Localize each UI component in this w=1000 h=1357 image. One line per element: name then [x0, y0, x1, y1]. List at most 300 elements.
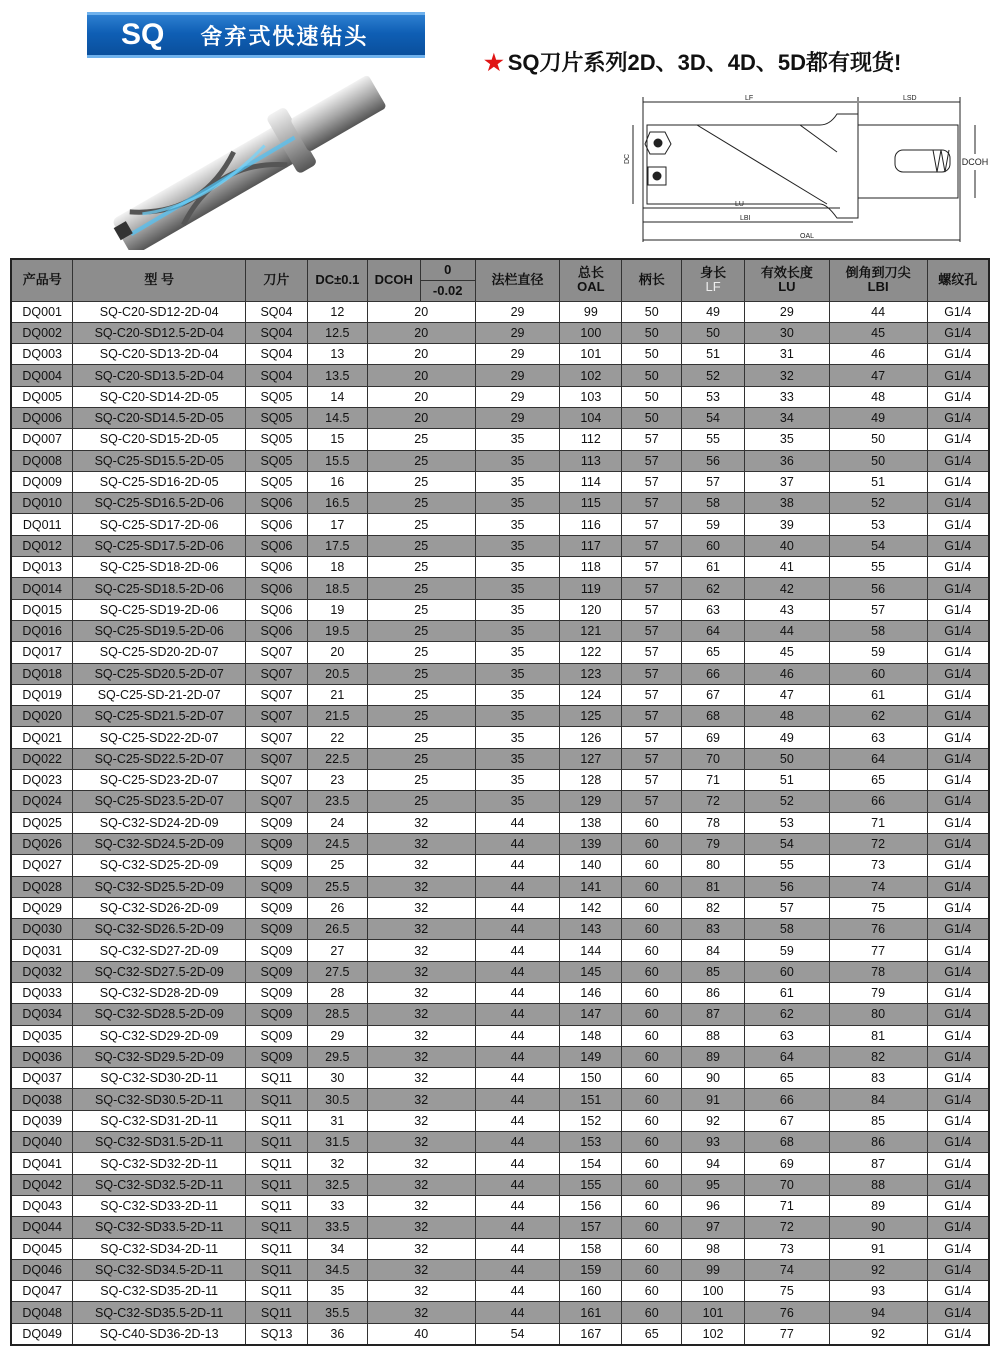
cell-lbi: 50 — [829, 450, 927, 471]
cell-oal: 139 — [560, 833, 622, 854]
cell-oal: 146 — [560, 983, 622, 1004]
cell-id: DQ001 — [11, 301, 73, 322]
cell-lf: 95 — [682, 1174, 745, 1195]
cell-dcoh: 32 — [367, 855, 475, 876]
cell-model: SQ-C25-SD23.5-2D-07 — [73, 791, 246, 812]
cell-model: SQ-C25-SD22.5-2D-07 — [73, 748, 246, 769]
cell-blade: SQ13 — [245, 1323, 307, 1344]
cell-blade: SQ11 — [245, 1302, 307, 1323]
cell-thread: G1/4 — [927, 1068, 989, 1089]
cell-lbi: 75 — [829, 897, 927, 918]
cell-lu: 51 — [745, 770, 830, 791]
cell-oal: 141 — [560, 876, 622, 897]
cell-id: DQ022 — [11, 748, 73, 769]
cell-shank: 57 — [622, 535, 682, 556]
cell-dcoh: 25 — [367, 727, 475, 748]
cell-lu: 69 — [745, 1153, 830, 1174]
label-lsd: LSD — [903, 95, 917, 102]
cell-dcoh: 20 — [367, 301, 475, 322]
cell-oal: 159 — [560, 1259, 622, 1280]
cell-oal: 125 — [560, 706, 622, 727]
cell-blade: SQ06 — [245, 535, 307, 556]
cell-shank: 50 — [622, 344, 682, 365]
label-dc: DC — [624, 153, 631, 164]
table-row — [11, 940, 989, 961]
cell-flange: 35 — [475, 642, 560, 663]
cell-dcoh: 40 — [367, 1323, 475, 1344]
cell-thread: G1/4 — [927, 983, 989, 1004]
cell-blade: SQ07 — [245, 770, 307, 791]
cell-dcoh: 25 — [367, 471, 475, 492]
cell-oal: 157 — [560, 1217, 622, 1238]
table-row — [11, 407, 989, 428]
cell-oal: 148 — [560, 1025, 622, 1046]
cell-dcoh: 32 — [367, 833, 475, 854]
cell-oal: 149 — [560, 1046, 622, 1067]
cell-blade: SQ04 — [245, 344, 307, 365]
cell-flange: 44 — [475, 1217, 560, 1238]
cell-dcoh: 20 — [367, 407, 475, 428]
cell-blade: SQ05 — [245, 429, 307, 450]
table-row — [11, 1281, 989, 1302]
table-row — [11, 855, 989, 876]
cell-model: SQ-C32-SD29.5-2D-09 — [73, 1046, 246, 1067]
cell-dc: 29 — [307, 1025, 367, 1046]
cell-lbi: 79 — [829, 983, 927, 1004]
cell-dcoh: 32 — [367, 1132, 475, 1153]
cell-blade: SQ06 — [245, 557, 307, 578]
cell-shank: 60 — [622, 855, 682, 876]
cell-blade: SQ09 — [245, 876, 307, 897]
cell-lbi: 49 — [829, 407, 927, 428]
cell-dc: 29.5 — [307, 1046, 367, 1067]
cell-model: SQ-C32-SD25.5-2D-09 — [73, 876, 246, 897]
cell-lu: 45 — [745, 642, 830, 663]
cell-dc: 21 — [307, 684, 367, 705]
cell-blade: SQ07 — [245, 706, 307, 727]
cell-id: DQ029 — [11, 897, 73, 918]
cell-flange: 44 — [475, 961, 560, 982]
cell-shank: 57 — [622, 514, 682, 535]
cell-lf: 53 — [682, 386, 745, 407]
header-oal-sub: OAL — [577, 279, 605, 295]
cell-id: DQ034 — [11, 1004, 73, 1025]
cell-model: SQ-C32-SD26-2D-09 — [73, 897, 246, 918]
header-lbi-sub: LBI — [867, 279, 889, 295]
cell-blade: SQ06 — [245, 620, 307, 641]
cell-oal: 140 — [560, 855, 622, 876]
cell-shank: 50 — [622, 386, 682, 407]
cell-id: DQ017 — [11, 642, 73, 663]
table-row — [11, 812, 989, 833]
cell-flange: 44 — [475, 1132, 560, 1153]
cell-thread: G1/4 — [927, 1259, 989, 1280]
cell-lf: 99 — [682, 1259, 745, 1280]
cell-shank: 65 — [622, 1323, 682, 1344]
cell-dc: 17 — [307, 514, 367, 535]
header-tol-lower: -0.02 — [420, 280, 475, 301]
cell-thread: G1/4 — [927, 493, 989, 514]
cell-lf: 65 — [682, 642, 745, 663]
cell-lbi: 77 — [829, 940, 927, 961]
cell-dcoh: 32 — [367, 876, 475, 897]
cell-lf: 79 — [682, 833, 745, 854]
cell-lbi: 56 — [829, 578, 927, 599]
cell-dc: 33 — [307, 1195, 367, 1216]
cell-dc: 26.5 — [307, 919, 367, 940]
cell-blade: SQ05 — [245, 386, 307, 407]
cell-blade: SQ06 — [245, 599, 307, 620]
cell-blade: SQ11 — [245, 1089, 307, 1110]
cell-dc: 28.5 — [307, 1004, 367, 1025]
table-row — [11, 1302, 989, 1323]
cell-lbi: 92 — [829, 1323, 927, 1344]
cell-dc: 35.5 — [307, 1302, 367, 1323]
table-row — [11, 791, 989, 812]
table-row — [11, 706, 989, 727]
cell-shank: 60 — [622, 812, 682, 833]
cell-dcoh: 20 — [367, 322, 475, 343]
header-lu-sub: LU — [778, 279, 796, 295]
cell-dcoh: 32 — [367, 1068, 475, 1089]
cell-lbi: 53 — [829, 514, 927, 535]
cell-lu: 63 — [745, 1025, 830, 1046]
stock-note-text: SQ刀片系列2D、3D、4D、5D都有现货! — [507, 50, 902, 75]
cell-model: SQ-C40-SD36-2D-13 — [73, 1323, 246, 1344]
cell-lf: 100 — [682, 1281, 745, 1302]
cell-thread: G1/4 — [927, 1089, 989, 1110]
cell-blade: SQ04 — [245, 322, 307, 343]
cell-shank: 60 — [622, 1089, 682, 1110]
cell-model: SQ-C32-SD35-2D-11 — [73, 1281, 246, 1302]
banner-code: SQ — [121, 18, 165, 51]
cell-id: DQ036 — [11, 1046, 73, 1067]
cell-model: SQ-C20-SD12-2D-04 — [73, 301, 246, 322]
cell-dcoh: 32 — [367, 1281, 475, 1302]
table-row — [11, 450, 989, 471]
cell-blade: SQ07 — [245, 748, 307, 769]
table-row — [11, 620, 989, 641]
cell-model: SQ-C25-SD16-2D-05 — [73, 471, 246, 492]
cell-lbi: 44 — [829, 301, 927, 322]
cell-thread: G1/4 — [927, 1046, 989, 1067]
header-id: 产品号 — [11, 259, 73, 301]
cell-model: SQ-C32-SD24.5-2D-09 — [73, 833, 246, 854]
cell-lf: 64 — [682, 620, 745, 641]
cell-lbi: 90 — [829, 1217, 927, 1238]
cell-id: DQ032 — [11, 961, 73, 982]
cell-id: DQ044 — [11, 1217, 73, 1238]
cell-lu: 62 — [745, 1004, 830, 1025]
cell-id: DQ021 — [11, 727, 73, 748]
dimension-diagram — [615, 92, 1000, 247]
cell-flange: 35 — [475, 429, 560, 450]
cell-flange: 44 — [475, 897, 560, 918]
cell-lbi: 60 — [829, 663, 927, 684]
cell-lf: 66 — [682, 663, 745, 684]
cell-dc: 19.5 — [307, 620, 367, 641]
table-row — [11, 1174, 989, 1195]
header-lbi — [829, 259, 927, 301]
table-row — [11, 471, 989, 492]
header-lf-label: 身长 — [700, 265, 727, 281]
cell-shank: 60 — [622, 1004, 682, 1025]
cell-lbi: 63 — [829, 727, 927, 748]
star-icon: ★ — [484, 50, 504, 75]
cell-shank: 57 — [622, 557, 682, 578]
cell-lu: 54 — [745, 833, 830, 854]
cell-flange: 35 — [475, 535, 560, 556]
cell-thread: G1/4 — [927, 1281, 989, 1302]
cell-lf: 82 — [682, 897, 745, 918]
cell-blade: SQ06 — [245, 514, 307, 535]
cell-model: SQ-C25-SD18-2D-06 — [73, 557, 246, 578]
cell-lu: 34 — [745, 407, 830, 428]
cell-shank: 57 — [622, 620, 682, 641]
cell-thread: G1/4 — [927, 599, 989, 620]
cell-blade: SQ11 — [245, 1174, 307, 1195]
cell-shank: 60 — [622, 1110, 682, 1131]
cell-model: SQ-C25-SD20-2D-07 — [73, 642, 246, 663]
cell-lu: 61 — [745, 983, 830, 1004]
cell-oal: 120 — [560, 599, 622, 620]
cell-oal: 119 — [560, 578, 622, 599]
cell-oal: 104 — [560, 407, 622, 428]
cell-blade: SQ09 — [245, 855, 307, 876]
cell-dcoh: 32 — [367, 919, 475, 940]
cell-lf: 80 — [682, 855, 745, 876]
table-row — [11, 727, 989, 748]
cell-shank: 50 — [622, 365, 682, 386]
cell-lbi: 83 — [829, 1068, 927, 1089]
cell-blade: SQ11 — [245, 1153, 307, 1174]
cell-lf: 50 — [682, 322, 745, 343]
cell-id: DQ023 — [11, 770, 73, 791]
cell-id: DQ011 — [11, 514, 73, 535]
cell-lf: 91 — [682, 1089, 745, 1110]
cell-oal: 113 — [560, 450, 622, 471]
cell-id: DQ045 — [11, 1238, 73, 1259]
cell-lf: 101 — [682, 1302, 745, 1323]
cell-blade: SQ11 — [245, 1110, 307, 1131]
cell-lbi: 46 — [829, 344, 927, 365]
cell-id: DQ020 — [11, 706, 73, 727]
cell-model: SQ-C32-SD30-2D-11 — [73, 1068, 246, 1089]
cell-model: SQ-C20-SD15-2D-05 — [73, 429, 246, 450]
cell-blade: SQ09 — [245, 833, 307, 854]
cell-model: SQ-C25-SD19.5-2D-06 — [73, 620, 246, 641]
cell-shank: 60 — [622, 940, 682, 961]
cell-id: DQ012 — [11, 535, 73, 556]
cell-shank: 57 — [622, 727, 682, 748]
table-row — [11, 493, 989, 514]
cell-lu: 49 — [745, 727, 830, 748]
cell-thread: G1/4 — [927, 770, 989, 791]
cell-flange: 35 — [475, 684, 560, 705]
cell-lu: 50 — [745, 748, 830, 769]
header-oal — [560, 259, 622, 301]
cell-blade: SQ11 — [245, 1217, 307, 1238]
cell-oal: 143 — [560, 919, 622, 940]
cell-dc: 18.5 — [307, 578, 367, 599]
cell-lf: 60 — [682, 535, 745, 556]
cell-dcoh: 32 — [367, 1302, 475, 1323]
cell-dcoh: 32 — [367, 1046, 475, 1067]
table-row — [11, 1025, 989, 1046]
table-row — [11, 770, 989, 791]
cell-blade: SQ04 — [245, 301, 307, 322]
cell-shank: 57 — [622, 684, 682, 705]
cell-model: SQ-C32-SD33.5-2D-11 — [73, 1217, 246, 1238]
cell-dc: 22 — [307, 727, 367, 748]
cell-thread: G1/4 — [927, 386, 989, 407]
cell-blade: SQ11 — [245, 1281, 307, 1302]
cell-oal: 126 — [560, 727, 622, 748]
cell-lbi: 66 — [829, 791, 927, 812]
cell-dcoh: 25 — [367, 684, 475, 705]
cell-thread: G1/4 — [927, 471, 989, 492]
cell-lf: 87 — [682, 1004, 745, 1025]
header-lbi-label: 倒角到刀尖 — [845, 265, 911, 281]
cell-lbi: 85 — [829, 1110, 927, 1131]
table-row — [11, 514, 989, 535]
cell-lbi: 61 — [829, 684, 927, 705]
cell-flange: 35 — [475, 791, 560, 812]
cell-shank: 50 — [622, 407, 682, 428]
cell-lbi: 80 — [829, 1004, 927, 1025]
cell-model: SQ-C32-SD31-2D-11 — [73, 1110, 246, 1131]
cell-lu: 32 — [745, 365, 830, 386]
table-row — [11, 1259, 989, 1280]
cell-id: DQ049 — [11, 1323, 73, 1344]
cell-shank: 57 — [622, 450, 682, 471]
cell-lf: 52 — [682, 365, 745, 386]
cell-id: DQ026 — [11, 833, 73, 854]
cell-lu: 77 — [745, 1323, 830, 1344]
cell-model: SQ-C25-SD16.5-2D-06 — [73, 493, 246, 514]
cell-dc: 23.5 — [307, 791, 367, 812]
cell-lu: 52 — [745, 791, 830, 812]
cell-blade: SQ09 — [245, 1046, 307, 1067]
cell-model: SQ-C20-SD14.5-2D-05 — [73, 407, 246, 428]
cell-shank: 60 — [622, 1302, 682, 1323]
cell-flange: 44 — [475, 855, 560, 876]
cell-model: SQ-C20-SD14-2D-05 — [73, 386, 246, 407]
cell-lu: 37 — [745, 471, 830, 492]
cell-blade: SQ07 — [245, 642, 307, 663]
cell-lu: 73 — [745, 1238, 830, 1259]
cell-shank: 57 — [622, 791, 682, 812]
table-row — [11, 876, 989, 897]
cell-id: DQ047 — [11, 1281, 73, 1302]
cell-shank: 50 — [622, 322, 682, 343]
cell-id: DQ037 — [11, 1068, 73, 1089]
cell-oal: 122 — [560, 642, 622, 663]
header-shank: 柄长 — [622, 259, 682, 301]
cell-id: DQ028 — [11, 876, 73, 897]
cell-dcoh: 32 — [367, 1153, 475, 1174]
product-spec-table — [10, 258, 990, 1346]
cell-oal: 112 — [560, 429, 622, 450]
table-row — [11, 386, 989, 407]
cell-lbi: 55 — [829, 557, 927, 578]
cell-dc: 15.5 — [307, 450, 367, 471]
cell-lu: 60 — [745, 961, 830, 982]
cell-shank: 60 — [622, 983, 682, 1004]
cell-shank: 57 — [622, 429, 682, 450]
cell-id: DQ043 — [11, 1195, 73, 1216]
cell-shank: 57 — [622, 471, 682, 492]
cell-blade: SQ09 — [245, 1004, 307, 1025]
cell-model: SQ-C25-SD17-2D-06 — [73, 514, 246, 535]
cell-thread: G1/4 — [927, 535, 989, 556]
cell-lu: 48 — [745, 706, 830, 727]
cell-dc: 25 — [307, 855, 367, 876]
cell-lbi: 50 — [829, 429, 927, 450]
cell-id: DQ027 — [11, 855, 73, 876]
table-row — [11, 961, 989, 982]
cell-shank: 60 — [622, 1046, 682, 1067]
cell-dc: 14 — [307, 386, 367, 407]
cell-lbi: 91 — [829, 1238, 927, 1259]
cell-model: SQ-C32-SD28.5-2D-09 — [73, 1004, 246, 1025]
cell-flange: 44 — [475, 833, 560, 854]
cell-dcoh: 25 — [367, 663, 475, 684]
cell-blade: SQ05 — [245, 407, 307, 428]
cell-lf: 62 — [682, 578, 745, 599]
cell-flange: 29 — [475, 301, 560, 322]
table-row — [11, 365, 989, 386]
cell-lu: 41 — [745, 557, 830, 578]
cell-lbi: 48 — [829, 386, 927, 407]
cell-flange: 35 — [475, 748, 560, 769]
cell-lf: 92 — [682, 1110, 745, 1131]
cell-dc: 33.5 — [307, 1217, 367, 1238]
cell-lu: 31 — [745, 344, 830, 365]
cell-lu: 39 — [745, 514, 830, 535]
cell-lu: 58 — [745, 919, 830, 940]
cell-lbi: 76 — [829, 919, 927, 940]
cell-lbi: 84 — [829, 1089, 927, 1110]
cell-lbi: 82 — [829, 1046, 927, 1067]
cell-blade: SQ06 — [245, 493, 307, 514]
cell-flange: 44 — [475, 1195, 560, 1216]
cell-thread: G1/4 — [927, 876, 989, 897]
cell-shank: 57 — [622, 599, 682, 620]
cell-thread: G1/4 — [927, 961, 989, 982]
cell-oal: 144 — [560, 940, 622, 961]
cell-dc: 23 — [307, 770, 367, 791]
cell-flange: 35 — [475, 770, 560, 791]
cell-id: DQ040 — [11, 1132, 73, 1153]
cell-oal: 151 — [560, 1089, 622, 1110]
cell-blade: SQ11 — [245, 1132, 307, 1153]
table-row — [11, 1046, 989, 1067]
cell-thread: G1/4 — [927, 748, 989, 769]
table-row — [11, 599, 989, 620]
cell-id: DQ046 — [11, 1259, 73, 1280]
cell-lu: 75 — [745, 1281, 830, 1302]
cell-dc: 21.5 — [307, 706, 367, 727]
cell-blade: SQ07 — [245, 684, 307, 705]
cell-dc: 19 — [307, 599, 367, 620]
cell-flange: 44 — [475, 983, 560, 1004]
cell-thread: G1/4 — [927, 344, 989, 365]
cell-id: DQ039 — [11, 1110, 73, 1131]
table-row — [11, 663, 989, 684]
cell-lbi: 59 — [829, 642, 927, 663]
cell-flange: 35 — [475, 450, 560, 471]
